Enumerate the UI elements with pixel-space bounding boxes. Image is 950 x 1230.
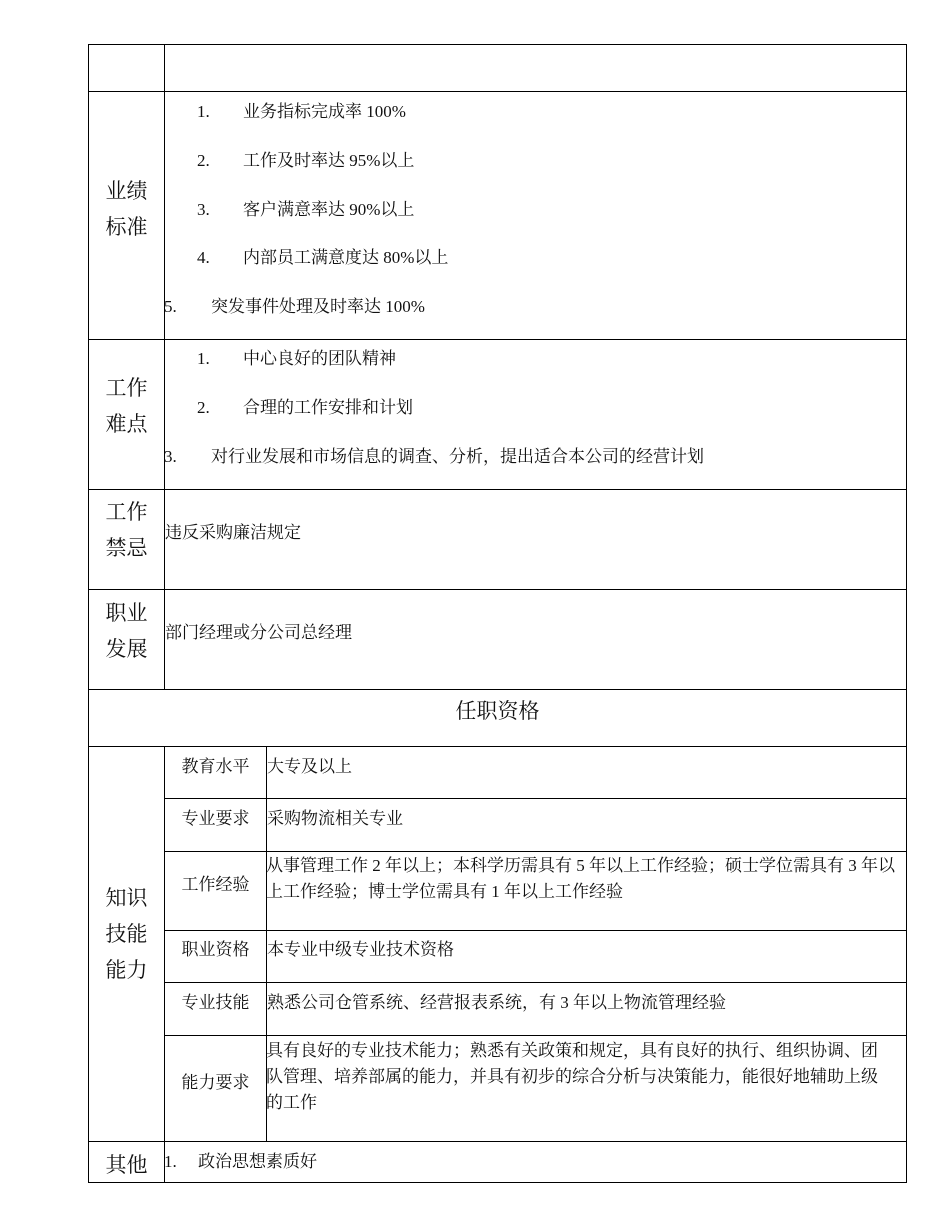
qualification-row-value: 本专业中级专业技术资格 (267, 940, 454, 959)
difficulty-item: 1. 中心良好的团队精神 (197, 349, 396, 368)
qualification-row-value: 从事管理工作 2 年以上；本科学历需具有 5 年以上工作经验；硕士学位需具有 3 年以上工作经验；博士学位需具有 1 年以上工作经验 (266, 856, 895, 901)
taboo-label: 工作 禁忌 (105, 500, 148, 560)
section-heading: 任职资格 (455, 699, 540, 723)
performance-item: 2. 工作及时率达 95%以上 (197, 151, 415, 170)
table-divider (88, 1141, 907, 1142)
table-divider (164, 44, 165, 690)
taboo-text: 违反采购廉洁规定 (165, 523, 301, 542)
qualification-row-value: 具有良好的专业技术能力；熟悉有关政策和规定，具有良好的执行、组织协调、团队管理、培养部属的能力，并具有初步的综合分析与决策能力，能很好地辅助上级的工作 (266, 1041, 878, 1112)
qualification-label: 知识 技能 能力 (105, 886, 148, 982)
performance-item: 1. 业务指标完成率 100% (197, 102, 406, 121)
table-divider (88, 91, 907, 92)
table-border (88, 44, 907, 45)
table-divider (164, 1035, 907, 1036)
table-divider (88, 339, 907, 340)
qualification-row-name: 教育水平 (181, 757, 250, 776)
table-divider (88, 489, 907, 490)
qualification-row-name: 专业技能 (181, 993, 250, 1012)
difficulty-label: 工作 难点 (105, 376, 148, 436)
other-item: 1. 政治思想素质好 (164, 1152, 317, 1171)
performance-item: 5. 突发事件处理及时率达 100% (164, 297, 425, 316)
other-label: 其他 (105, 1153, 148, 1177)
qualification-row-value: 大专及以上 (267, 757, 352, 776)
table-divider (164, 982, 907, 983)
table-divider (164, 851, 907, 852)
table-border (88, 1182, 907, 1183)
performance-item: 3. 客户满意率达 90%以上 (197, 200, 415, 219)
table-divider (88, 746, 907, 747)
qualification-row-name: 专业要求 (181, 809, 250, 828)
career-text: 部门经理或分公司总经理 (165, 623, 352, 642)
qualification-row-name: 能力要求 (181, 1073, 250, 1092)
table-border (906, 44, 907, 1183)
qualification-row-value: 熟悉公司仓管系统、经营报表系统，有 3 年以上物流管理经验 (267, 993, 726, 1012)
table-divider (164, 798, 907, 799)
qualification-row-name: 工作经验 (181, 875, 250, 894)
qualification-row-value: 采购物流相关专业 (267, 809, 403, 828)
table-divider (88, 689, 907, 690)
performance-label: 业绩 标准 (105, 179, 148, 239)
table-divider (88, 589, 907, 590)
difficulty-item: 2. 合理的工作安排和计划 (197, 398, 413, 417)
difficulty-item: 3. 对行业发展和市场信息的调查、分析，提出适合本公司的经营计划 (164, 447, 704, 466)
performance-item: 4. 内部员工满意度达 80%以上 (197, 248, 449, 267)
career-label: 职业 发展 (105, 601, 148, 661)
table-divider (164, 930, 907, 931)
qualification-row-name: 职业资格 (181, 940, 250, 959)
